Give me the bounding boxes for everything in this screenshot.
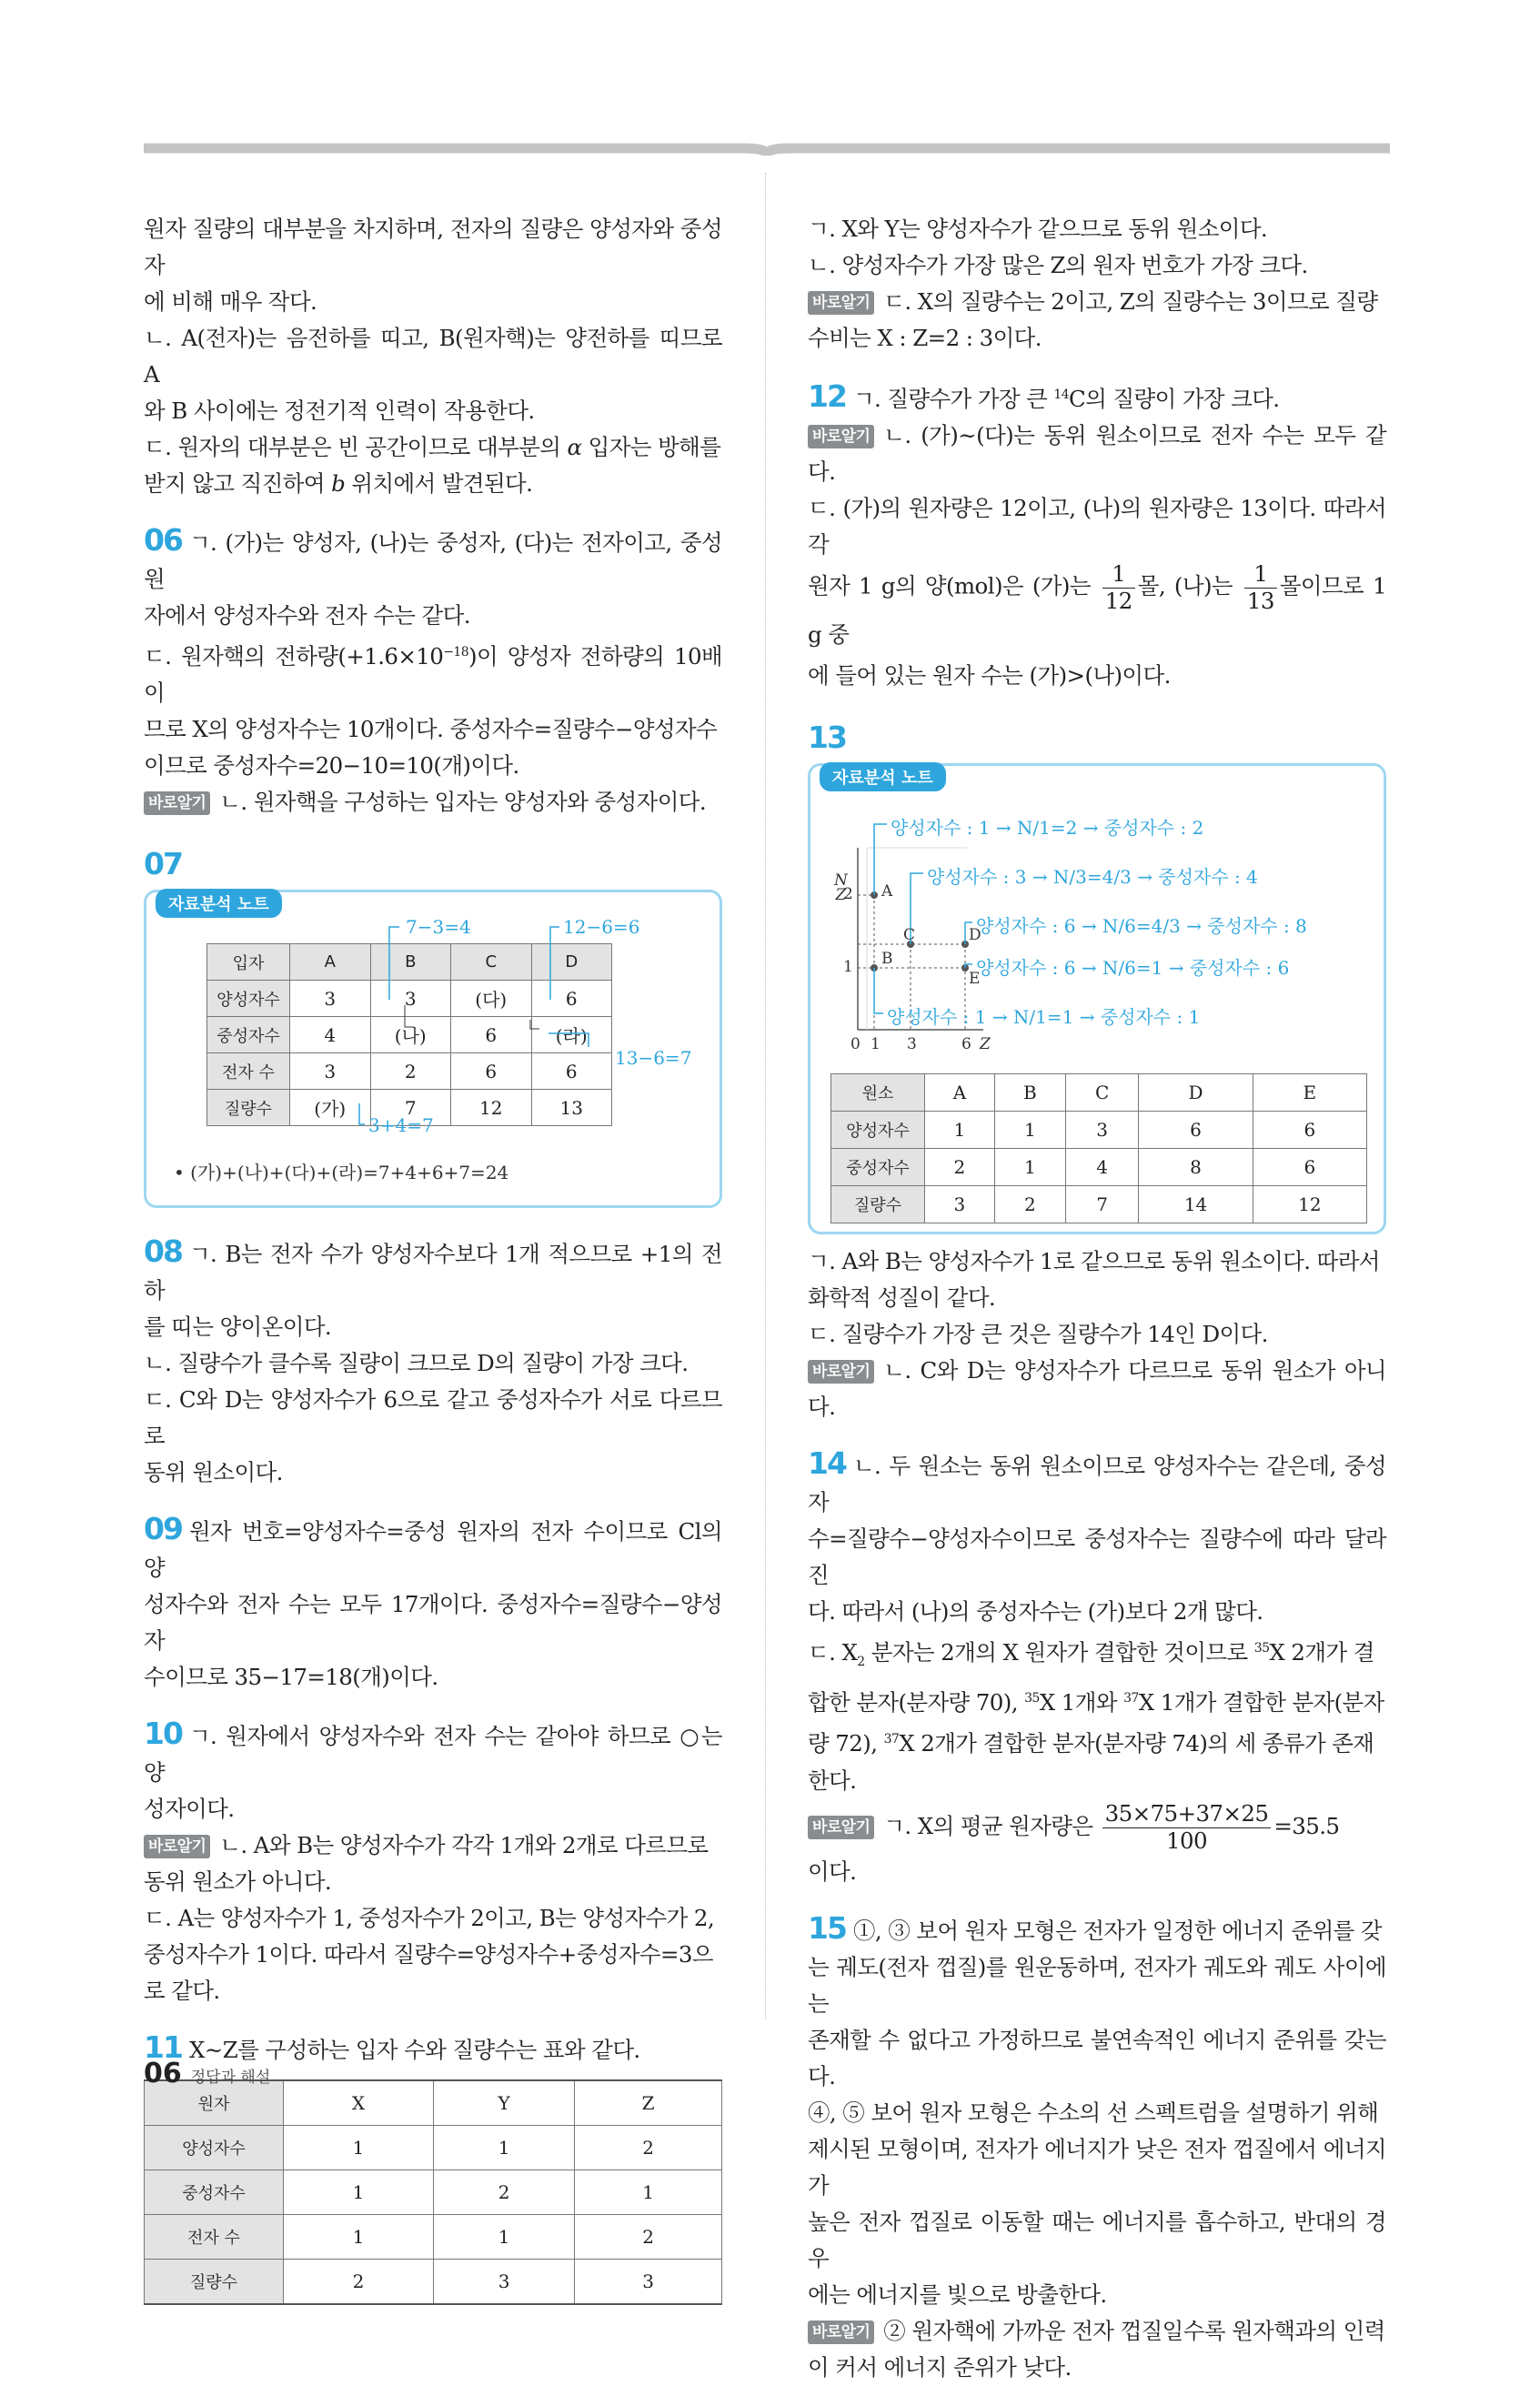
- page-footer: [144, 2058, 270, 2089]
- text-line: 바로알기 ㄴ. 원자핵을 구성하는 입자는 양성자와 중성자이다.: [144, 784, 722, 821]
- y-tick: 1: [843, 958, 853, 977]
- text-line: 에 들어 있는 원자 수는 (가)>(나)이다.: [808, 662, 1171, 690]
- y-tick: 2: [843, 885, 853, 904]
- annotation: 12−6=6: [563, 916, 640, 939]
- fraction: $\frac{1}{13}$: [1244, 563, 1277, 612]
- text-line: 한다.: [808, 1767, 857, 1794]
- table-header: C: [451, 944, 532, 981]
- table-row: 질량수 3 2 7 14 12: [831, 1186, 1367, 1223]
- question-number: 13: [808, 720, 846, 756]
- text-line: 존재할 수 없다고 가정하므로 불연속적인 에너지 준위를 갖는다.: [808, 2026, 1386, 2089]
- annotation: 양성자수 : 6 → N/6=1 → 중성자수 : 6: [976, 957, 1290, 980]
- page-number: 06: [144, 2058, 182, 2089]
- text-line: 제시된 모형이며, 전자가 에너지가 낮은 전자 껍질에서 에너지가: [808, 2135, 1386, 2199]
- question-number: 06: [144, 522, 182, 558]
- table-header: B: [994, 1074, 1065, 1112]
- text-line: 에는 에너지를 빛으로 방출한다.: [808, 2280, 1107, 2308]
- text-line: 받지 않고 직진하여 b 위치에서 발견된다.: [144, 470, 533, 497]
- text-line: 원자 질량의 대부분을 차지하며, 전자의 질량은 양성자와 중성자: [144, 216, 722, 278]
- baroalgi-badge: 바로알기: [808, 1360, 874, 1384]
- table-header: 원자: [145, 2080, 284, 2126]
- annotation: 양성자수 : 1 → N/1=1 → 중성자수 : 1: [887, 1006, 1201, 1029]
- text-line: 수비는 X : Z=2 : 3이다.: [808, 325, 1042, 351]
- baroalgi-badge: 바로알기: [144, 791, 210, 815]
- baroalgi-badge: 바로알기: [808, 2321, 874, 2344]
- x-tick: 6: [961, 1035, 971, 1054]
- table-header: X: [284, 2080, 434, 2126]
- question-number: 07: [144, 846, 182, 882]
- table-row: 질량수 (가) 7 12 13: [207, 1090, 612, 1126]
- question-number: 12: [808, 378, 846, 415]
- text-line: 이 커서 에너지 준위가 낮다.: [808, 2353, 1072, 2381]
- table-row: 질량수 2 3 3: [145, 2260, 722, 2305]
- x-tick: 0: [851, 1035, 861, 1054]
- text-line: 에 비해 매우 작다.: [144, 288, 317, 315]
- sum-text: • (가)+(나)+(다)+(라)=7+4+6+7=24: [174, 1162, 509, 1184]
- annotation: 양성자수 : 1 → N/1=2 → 중성자수 : 2: [891, 817, 1204, 840]
- point-label: D: [969, 926, 981, 945]
- text-line: 다. 따라서 (나)의 중성자수는 (가)보다 2개 많다.: [808, 1598, 1263, 1626]
- annotation: 13−6=7: [615, 1047, 692, 1070]
- baroalgi-badge: 바로알기: [808, 291, 874, 315]
- text-line: 합한 분자(분자량 70), $^{35}$X 1개와 $^{37}$X 1개가 결합한 분자(분자: [808, 1689, 1384, 1717]
- text-line: 와 B 사이에는 정전기적 인력이 작용한다.: [144, 398, 535, 424]
- text-line: 중성자수가 1이다. 따라서 질량수=양성자수+중성자수=3으: [144, 1941, 713, 1968]
- text-line: ㄷ. 원자의 대부분은 빈 공간이므로 대부분의 α 입자는 방해를: [144, 434, 721, 460]
- question-number: 08: [144, 1233, 182, 1270]
- text-line: ㄴ. 양성자수가 가장 많은 Z의 원자 번호가 가장 크다.: [808, 252, 1308, 278]
- question-number: 10: [144, 1716, 182, 1752]
- question-08: 08 ㄱ. B는 전자 수가 양성자수보다 1개 적으므로 +1의 전하: [144, 1233, 722, 1304]
- top-decorative-bar: [144, 141, 1390, 156]
- text-line: 성자수와 전자 수는 모두 17개이다. 중성자수=질량수−양성자: [144, 1591, 722, 1655]
- text-line: ㄷ. A는 양성자수가 1, 중성자수가 2이고, B는 양성자수가 2,: [144, 1905, 715, 1932]
- x-tick: 1: [871, 1035, 881, 1054]
- table-header: D: [531, 944, 612, 981]
- question-number: 11: [144, 2029, 182, 2066]
- analysis-box-07: [144, 890, 722, 1208]
- question-10: 10 ㄱ. 원자에서 양성자수와 전자 수는 같아야 하므로 ○는 양: [144, 1716, 722, 1787]
- text-line: 로 같다.: [144, 1978, 220, 2005]
- question-15: 15 ①, ③ 보어 원자 모형은 전자가 일정한 에너지 준위를 갖: [808, 1909, 1382, 1946]
- atom-table: [144, 2079, 722, 2305]
- box-tag: 자료분석 노트: [156, 889, 282, 918]
- box-tag: 자료분석 노트: [820, 762, 946, 791]
- table-row: 전자 수 3 2 6 6: [207, 1053, 612, 1090]
- text-line: 바로알기 ㄴ. A와 B는 양성자수가 각각 1개와 2개로 다르므로: [144, 1827, 722, 1864]
- x-axis-label: Z: [980, 1035, 991, 1054]
- element-table: [830, 1073, 1367, 1223]
- left-column: [144, 211, 722, 2305]
- table-row: 중성자수 1 2 1: [145, 2170, 722, 2215]
- text-line: ㄷ. 질량수가 가장 큰 것은 질량수가 14인 D이다.: [808, 1321, 1268, 1348]
- text-line: ㄴ. 질량수가 클수록 질량이 크므로 D의 질량이 가장 크다.: [144, 1350, 689, 1377]
- question-11: 11 X~Z를 구성하는 입자 수와 질량수는 표와 같다.: [144, 2029, 640, 2066]
- annotation: 양성자수 : 3 → N/3=4/3 → 중성자수 : 4: [927, 866, 1258, 889]
- text-line: 를 띠는 양이온이다.: [144, 1314, 332, 1341]
- right-column: [808, 211, 1386, 2386]
- text-line: ㄱ. X와 Y는 양성자수가 같으므로 동위 원소이다.: [808, 216, 1268, 242]
- table-header: 입자: [207, 944, 290, 981]
- y-axis-label: N Z: [834, 871, 848, 905]
- question-06: 06 ㄱ. (가)는 양성자, (나)는 중성자, (다)는 전자이고, 중성 원: [144, 522, 722, 592]
- table-header: E: [1253, 1074, 1366, 1112]
- question-number: 09: [144, 1511, 182, 1547]
- point-label: A: [881, 882, 893, 901]
- text-line: ④, ⑤ 보어 원자 모형은 수소의 선 스펙트럼을 설명하기 위해: [808, 2099, 1379, 2126]
- fraction: $\frac{35\times 75+37\times 25}{100}$: [1102, 1803, 1272, 1852]
- text-line: 이므로 중성자수=20−10=10(개)이다.: [144, 752, 519, 780]
- text-line: 화학적 성질이 같다.: [808, 1284, 996, 1312]
- text-line: 수이므로 35−17=18(개)이다.: [144, 1664, 438, 1691]
- column-divider: [765, 173, 766, 2019]
- table-header: C: [1065, 1074, 1139, 1112]
- text-line: 자에서 양성자수와 전자 수는 같다.: [144, 602, 470, 629]
- baroalgi-badge: 바로알기: [808, 425, 874, 448]
- page-label: 정답과 해설: [190, 2069, 271, 2087]
- text-line: ㄱ. A와 B는 양성자수가 1로 같으므로 동위 원소이다. 따라서: [808, 1248, 1380, 1275]
- point-label: E: [969, 970, 981, 989]
- text-line: 량 72), $^{37}$X 2개가 결합한 분자(분자량 74)의 세 종류가 존재: [808, 1730, 1374, 1757]
- text-line: 원자 1 g의 양(mol)은 (가)는 $\frac{1}{12}$ 몰, (나)는 $\frac{1}{13}$ 몰이므로 1 g 중: [808, 560, 1386, 649]
- question-09: 09 원자 번호=양성자수=중성 원자의 전자 수이므로 Cl의 양: [144, 1511, 722, 1582]
- table-header: A: [290, 944, 371, 981]
- question-14: 14 ㄴ. 두 원소는 동위 원소이므로 양성자수는 같은데, 중성자: [808, 1445, 1386, 1516]
- text-line: 이다.: [808, 1857, 857, 1885]
- text-line: 바로알기 ㄱ. X의 평균 원자량은 $\frac{35\times 75+37\times 25}{100}$ =35.5: [808, 1799, 1386, 1854]
- x-tick: 3: [907, 1035, 917, 1054]
- table-header: B: [370, 944, 451, 981]
- annotation: 7−3=4: [406, 916, 471, 939]
- text-line: 수=질량수−양성자수이므로 중성자수는 질량수에 따라 달라진: [808, 1525, 1386, 1589]
- text-line: 바로알기 ② 원자핵에 가까운 전자 껍질일수록 원자핵과의 인력: [808, 2313, 1386, 2350]
- table-row: 중성자수 4 (나) 6 (라): [207, 1017, 612, 1053]
- annotation: 양성자수 : 6 → N/6=4/3 → 중성자수 : 8: [976, 915, 1307, 938]
- text-line: 바로알기 ㄴ. C와 D는 양성자수가 다르므로 동위 원소가 아니다.: [808, 1357, 1386, 1421]
- table-row: 양성자수 1 1 2: [145, 2126, 722, 2170]
- text-line: 성자이다.: [144, 1796, 235, 1823]
- table-header: A: [925, 1074, 995, 1112]
- table-header: Y: [434, 2080, 575, 2126]
- text-line: 바로알기 ㄷ. X의 질량수는 2이고, Z의 질량수는 3이므로 질량: [808, 284, 1386, 320]
- question-12: 12 ㄱ. 질량수가 가장 큰 $^{14}$C의 질량이 가장 크다.: [808, 378, 1280, 415]
- question-number: 14: [808, 1445, 846, 1482]
- table-header: 원소: [831, 1074, 925, 1112]
- fraction: $\frac{1}{12}$: [1102, 563, 1135, 612]
- point-label: B: [881, 950, 893, 969]
- table-row: 중성자수 2 1 4 8 6: [831, 1149, 1367, 1186]
- annotation: 3+4=7: [368, 1114, 434, 1137]
- text-line: ㄷ. C와 D는 양성자수가 6으로 같고 중성자수가 서로 다르므로: [144, 1386, 722, 1450]
- text-line: ㄴ. A(전자)는 음전하를 띠고, B(원자핵)는 양전하를 띠므로 A: [144, 325, 722, 388]
- text-line: ㄷ. 원자핵의 전하량$(+1.6\times 10^{-18})$이 양성자 전하량의 10배이: [144, 643, 722, 707]
- text-line: 바로알기 ㄴ. (가)~(다)는 동위 원소이므로 전자 수는 모두 같다.: [808, 422, 1386, 486]
- analysis-box-13: [808, 763, 1386, 1234]
- text-line: 동위 원소가 아니다.: [144, 1868, 332, 1896]
- table-row: 전자 수 1 1 2: [145, 2215, 722, 2260]
- baroalgi-badge: 바로알기: [144, 1835, 210, 1858]
- question-number: 15: [808, 1909, 846, 1946]
- text-line: 므로 X의 양성자수는 10개이다. 중성자수=질량수−양성자수: [144, 716, 718, 743]
- table-row: 양성자수 3 3 (다) 6: [207, 981, 612, 1017]
- table-row: 양성자수 1 1 3 6 6: [831, 1112, 1367, 1149]
- table-header: D: [1139, 1074, 1253, 1112]
- point-label: C: [903, 926, 916, 945]
- table-header: Z: [575, 2080, 722, 2126]
- text-line: 동위 원소이다.: [144, 1459, 283, 1486]
- text-line: ㄷ. $X_2$ 분자는 2개의 X 원자가 결합한 것이므로 $^{35}$X 2개가 결: [808, 1639, 1374, 1670]
- text-line: 높은 전자 껍질로 이동할 때는 에너지를 흡수하고, 반대의 경우: [808, 2208, 1386, 2271]
- text-line: ㄷ. (가)의 원자량은 12이고, (나)의 원자량은 13이다. 따라서 각: [808, 495, 1386, 559]
- text-line: 는 궤도(전자 껍질)를 원운동하며, 전자가 궤도와 궤도 사이에는: [808, 1953, 1386, 2017]
- baroalgi-badge: 바로알기: [808, 1816, 874, 1839]
